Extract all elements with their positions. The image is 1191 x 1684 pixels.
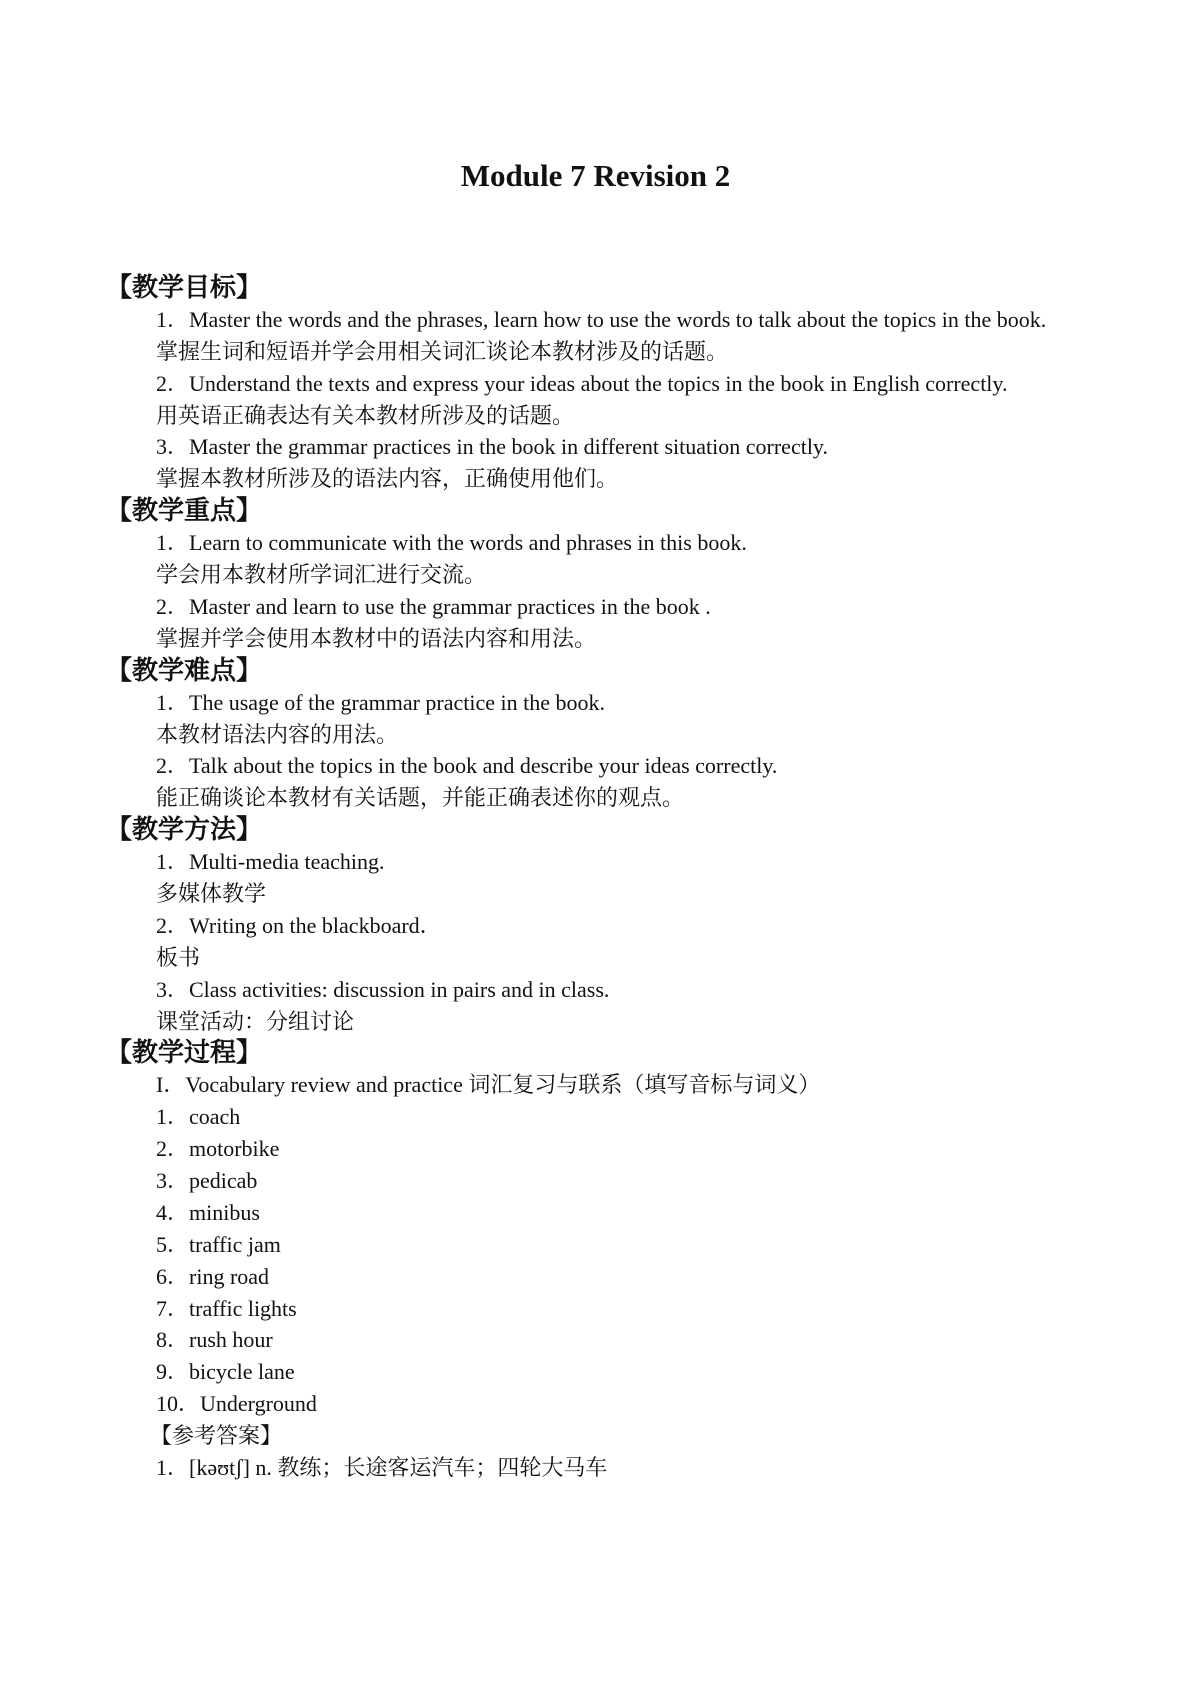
method-3-cn: 课堂活动：分组讨论	[156, 1008, 355, 1034]
difficulty-2-en: 2．Talk about the topics in the book and describe your ideas correctly.	[156, 753, 778, 779]
vocab-item: 2．motorbike	[156, 1136, 280, 1162]
objective-3-en: 3．Master the grammar practices in the book in different situation correctly.	[156, 434, 828, 460]
objective-2-cn: 用英语正确表达有关本教材所涉及的话题。	[156, 402, 575, 428]
objective-2-en: 2．Understand the texts and express your ideas about the topics in the book in English correctly.	[156, 370, 1008, 396]
answer-item: 1．[kəʊtʃ] n. 教练；长途客运汽车；四轮大马车	[156, 1454, 608, 1480]
key-point-1-en: 1．Learn to communicate with the words and phrases in this book.	[156, 530, 747, 556]
vocab-item: 3．pedicab	[156, 1167, 258, 1193]
vocab-item: 8．rush hour	[156, 1327, 273, 1353]
objective-1-en: 1．Master the words and the phrases, learn how to use the words to talk about the topics in the book.	[156, 306, 1047, 332]
vocab-item: 5．traffic jam	[156, 1231, 281, 1257]
method-2-cn: 板书	[156, 944, 201, 970]
vocab-item: 7．traffic lights	[156, 1295, 297, 1321]
section-heading-key-points: 【教学重点】	[106, 496, 263, 526]
document-body	[108, 272, 1078, 1484]
vocab-item: 10．Underground	[156, 1391, 317, 1417]
objective-3-cn: 掌握本教材所涉及的语法内容，正确使用他们。	[156, 466, 619, 492]
process-part-1: I．Vocabulary review and practice 词汇复习与联系（填写音标与词义）	[156, 1072, 821, 1098]
section-heading-difficulties: 【教学难点】	[106, 655, 263, 685]
vocab-item: 1．coach	[156, 1104, 241, 1130]
vocab-item: 9．bicycle lane	[156, 1359, 295, 1385]
difficulty-1-en: 1．The usage of the grammar practice in the book.	[156, 689, 606, 715]
key-point-1-cn: 学会用本教材所学词汇进行交流。	[156, 562, 487, 588]
section-heading-objectives: 【教学目标】	[106, 273, 263, 302]
method-1-en: 1．Multi-media teaching.	[156, 849, 385, 875]
key-point-2-en: 2．Master and learn to use the grammar practices in the book .	[156, 593, 711, 619]
key-point-2-cn: 掌握并学会使用本教材中的语法内容和用法。	[156, 625, 597, 651]
section-heading-methods: 【教学方法】	[106, 815, 263, 845]
section-heading-process: 【教学过程】	[106, 1038, 263, 1068]
method-2-en: 2．Writing on the blackboard．	[156, 912, 442, 938]
difficulty-2-cn: 能正确谈论本教材有关话题，并能正确表述你的观点。	[156, 785, 685, 811]
objective-1-cn: 掌握生词和短语并学会用相关词汇谈论本教材涉及的话题。	[156, 338, 729, 364]
method-3-en: 3．Class activities: discussion in pairs and in class.	[156, 976, 610, 1002]
method-1-cn: 多媒体教学	[156, 880, 267, 906]
answer-heading: 【参考答案】	[150, 1423, 283, 1449]
vocab-item: 4．minibus	[156, 1199, 260, 1225]
page-title: Module 7 Revision 2	[460, 158, 731, 193]
vocab-item: 6．ring road	[156, 1263, 270, 1289]
difficulty-1-cn: 本教材语法内容的用法。	[156, 721, 399, 747]
